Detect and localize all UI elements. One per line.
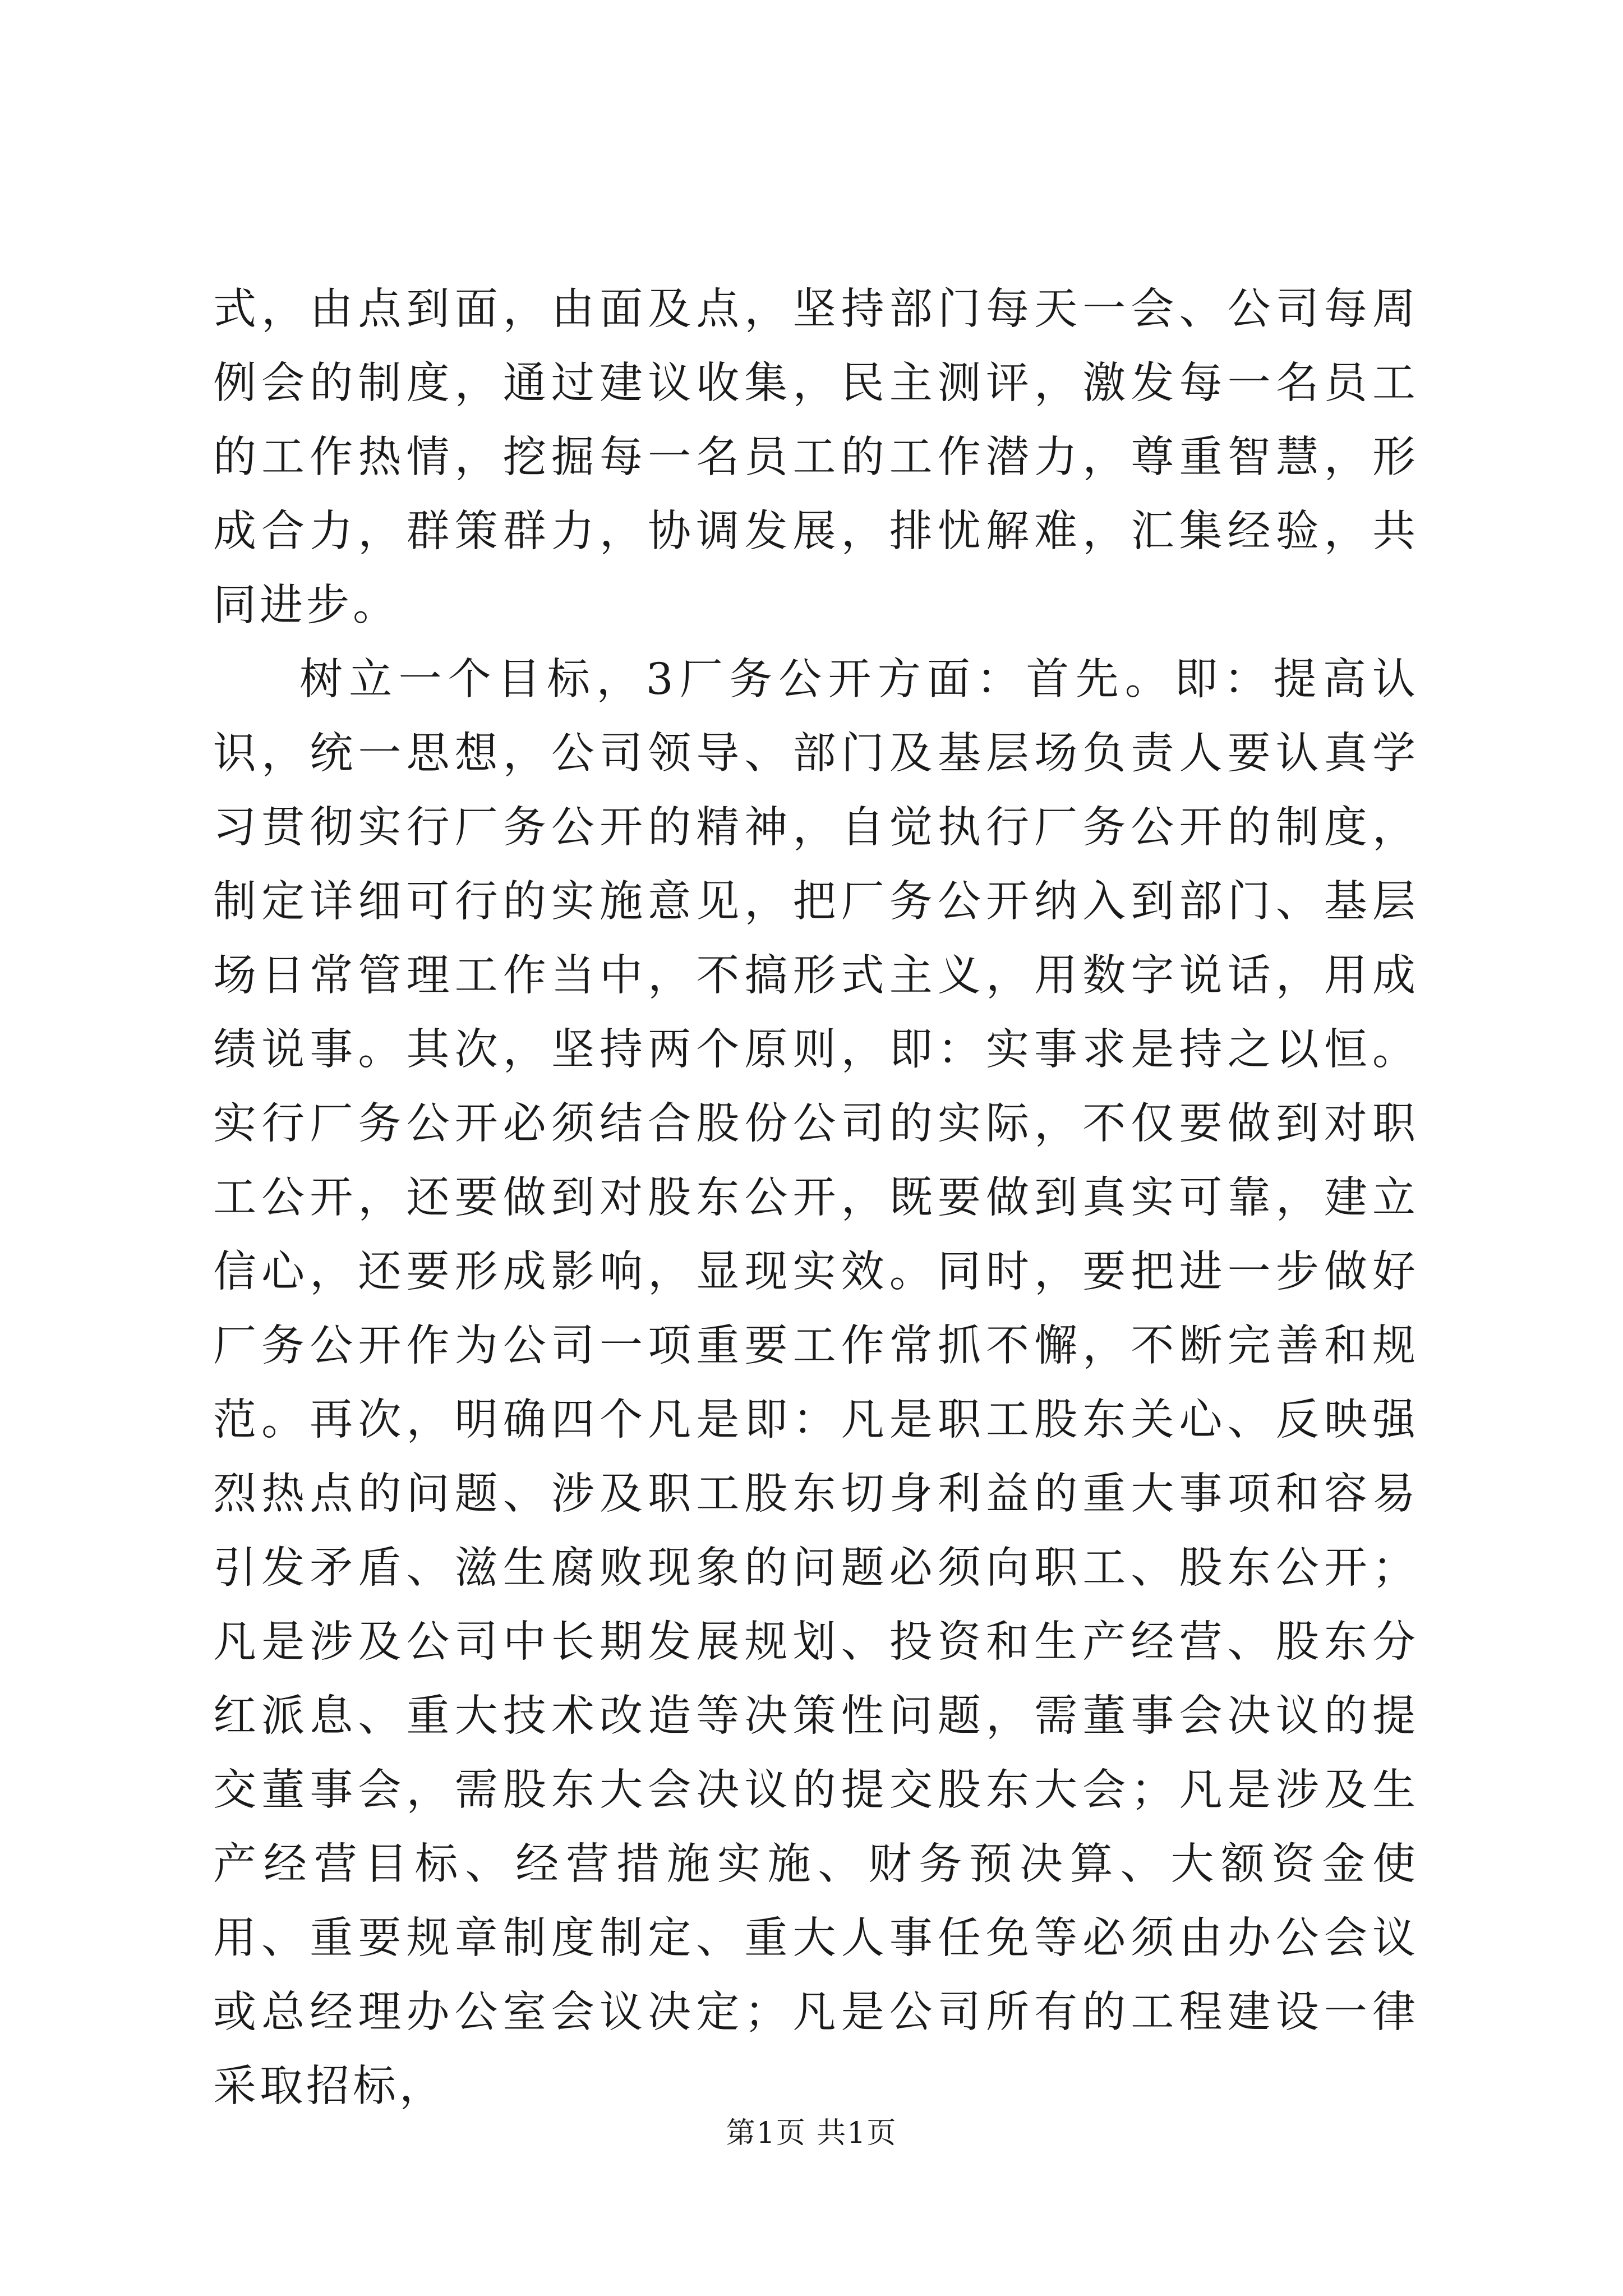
paragraph-1: 式，由点到面，由面及点，坚持部门每天一会、公司每周例会的制度，通过建议收集，民主测评，激发每一名员工的工作热情，挖掘每一名员工的工作潜力，尊重智慧，形成合力，群策群力，协调发展，排忧解难，汇集经验，共同进步。 <box>213 284 1419 631</box>
paragraph-2: 树立一个目标，3厂务公开方面：首先。即：提高认识，统一思想，公司领导、部门及基层场负责人要认真学习贯彻实行厂务公开的精神，自觉执行厂务公开的制度，制定详细可行的实施意见，把厂务公开纳入到部门、基层场日常管理工作当中，不搞形式主义，用数字说话，用成绩说事。其次，坚持两个原则，即：实事求是持之以恒。实行厂务公开必须结合股份公司的实际，不仅要做到对职工公开，还要做到对股东公开，既要做到真实可靠，建立信心，还要形成影响，显现实效。同时，要把进一步做好厂务公开作为公司一项重要工作常抓不懈，不断完善和规范。再次，明确四个凡是即：凡是职工股东关心、反映强烈热点的问题、涉及职工股东切身利益的重大事项和容易引发矛盾、滋生腐败现象的问题必须向职工、股东公开；凡是涉及公司中长期发展规划、投资和生产经营、股东分红派息、重大技术改造等决策性问题，需董事会决议的提交董事会，需股东大会决议的提交股东大会；凡是涉及生产经营目标、经营措施实施、财务预决算、大额资金使用、重要规章制度制定、重大人事任免等必须由办公会议或总经理办公室会议决定；凡是公司所有的工程建设一律采取招标， <box>213 655 1419 2111</box>
document-body <box>213 273 1419 2124</box>
page-footer: 第1页 共1页 <box>726 2116 897 2150</box>
